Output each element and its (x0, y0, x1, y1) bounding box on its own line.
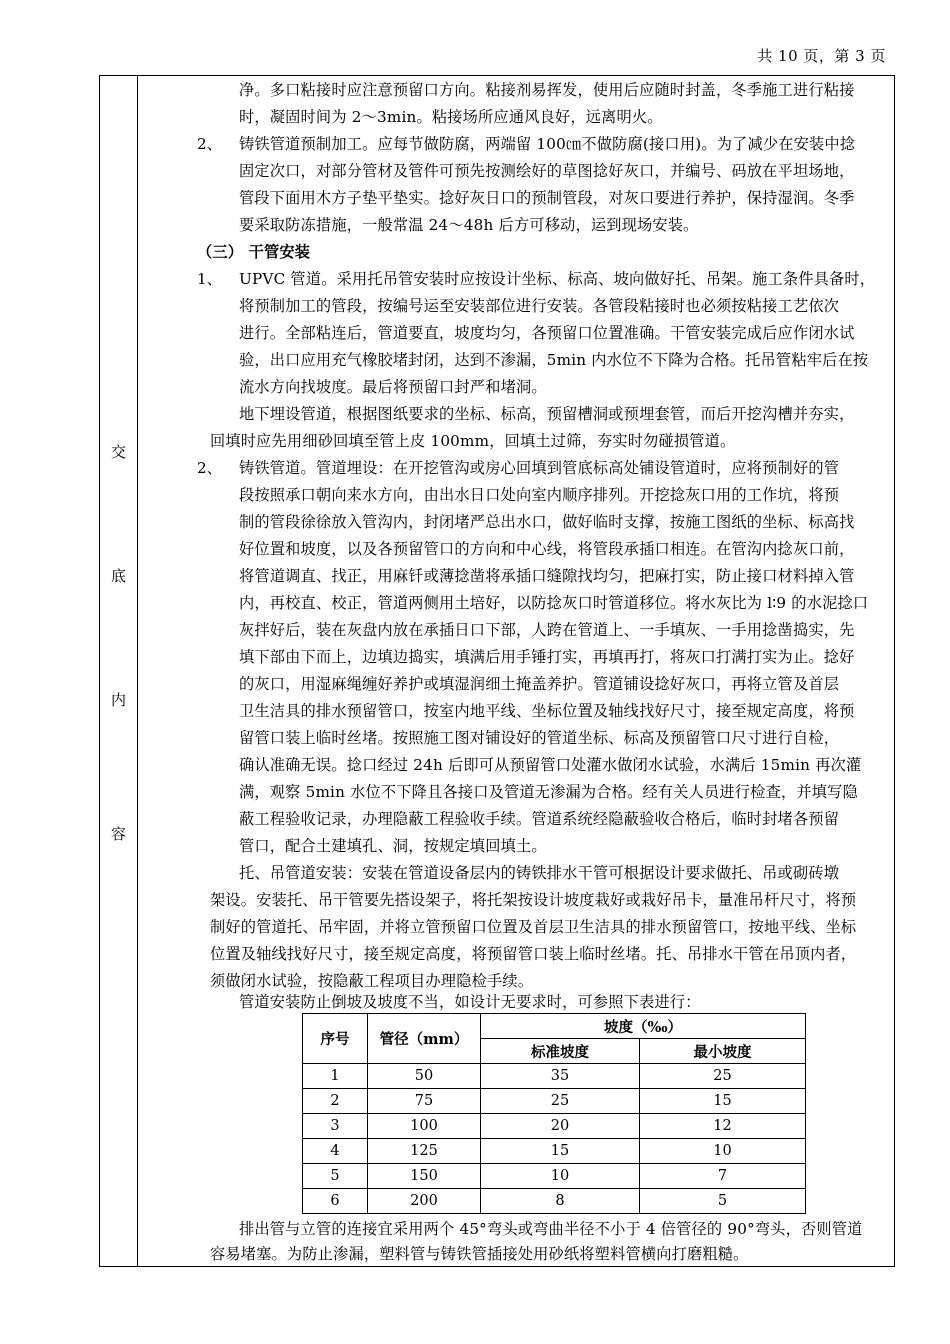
text-line: 将管道调直、找正，用麻钎或薄捻凿将承插口缝隙找均匀，把麻打实，防止接口材料掉入管 (239, 567, 855, 585)
cell: 25 (640, 1064, 806, 1089)
document-frame (99, 75, 895, 1267)
text-line: 满，观察 5min 水位不下降且各接口及管道无渗漏为合格。经有关人员进行检查，并填写隐 (239, 783, 858, 801)
text-line: 净。多口粘接时应注意预留口方向。粘接剂易挥发，使用后应随时封盖，冬季施工进行粘接 (239, 81, 855, 99)
text-line: 进行。全部粘连后，管道要直，坡度均匀，各预留口位置准确。干管安装完成后应作闭水试 (239, 324, 855, 342)
header-standard: 标准坡度 (481, 1039, 640, 1064)
text-line: 好位置和坡度，以及各预留管口的方向和中心线，将管段承插口相连。在管沟内捻灰口前， (239, 540, 855, 558)
text-line: 托、吊管道安装：安装在管道设备层内的铸铁排水干管可根据设计要求做托、吊或砌砖墩 (239, 864, 840, 882)
label-char: 交 (110, 443, 126, 461)
text-line: 将预制加工的管段，按编号运至安装部位进行安装。各管段粘接时也必须按粘接工艺依次 (239, 297, 840, 315)
cell: 10 (481, 1164, 640, 1189)
text-line: 管口，配合土建填孔、洞，按规定填回填土。 (239, 837, 547, 855)
text-line: 确认准确无误。捻口经过 24h 后即可从预留管口处灌水做闭水试验，水满后 15min 再次灌 (239, 756, 862, 774)
cell: 15 (481, 1139, 640, 1164)
text-line: 蔽工程验收记录，办理隐蔽工程验收手续。管道系统经隐蔽验收合格后，临时封堵各预留 (239, 810, 840, 828)
header-diameter: 管径（mm） (368, 1014, 481, 1064)
text-line: UPVC 管道。采用托吊管安装时应按设计坐标、标高、坡向做好托、吊架。施工条件具备时， (239, 270, 876, 288)
cell: 4 (303, 1139, 368, 1164)
label-char: 底 (110, 567, 126, 585)
cell: 25 (481, 1089, 640, 1114)
text-line: 留管口装上临时丝堵。按照施工图对铺设好的管道坐标、标高及预留管口尺寸进行自检， (239, 729, 840, 747)
text-line: 流水方向找坡度。最后将预留口封严和堵洞。 (239, 378, 547, 396)
cell: 35 (481, 1064, 640, 1089)
text-line: 制的管段徐徐放入管沟内，封闭堵严总出水口，做好临时支撑，按施工图纸的坐标、标高找 (239, 513, 855, 531)
page-counter: 共 10 页，第 3 页 (757, 47, 886, 65)
text-line: 灰拌好后，装在灰盘内放在承插日口下部，人跨在管道上、一手填灰、一手用捻凿捣实，先 (239, 621, 855, 639)
section-heading: （三） 干管安装 (197, 243, 311, 261)
text-line: 架设。安装托、吊干管要先搭设架子，将托架按设计坡度栽好或栽好吊卡，量准吊杆尺寸，将预 (210, 891, 857, 909)
cell: 6 (303, 1189, 368, 1214)
text-line: 验，出口应用充气橡胶堵封闭，达到不渗漏，5min 内水位不下降为合格。托吊管粘牢后在按 (239, 351, 869, 369)
text-line: 填下部由下而上，边填边捣实，填满后用手锤打实，再填再打，将灰口打满打实为止。捻好 (239, 648, 855, 666)
text-line: 卫生洁具的排水预留管口，按室内地平线、坐标位置及轴线找好尺寸，接至规定高度，将预 (239, 702, 855, 720)
table-row (303, 1089, 806, 1114)
text-line: 段按照承口朝向来水方向，由出水日口处向室内顺序排列。开挖捻灰口用的工作坑，将预 (239, 486, 840, 504)
cell: 3 (303, 1114, 368, 1139)
slope-table (302, 1013, 806, 1214)
cell: 7 (640, 1164, 806, 1189)
text-line: 排出管与立管的连接宜采用两个 45°弯头或弯曲半径不小于 4 倍管径的 90°弯头，否则管道 (239, 1220, 863, 1238)
label-char: 内 (110, 691, 126, 709)
cell: 12 (640, 1114, 806, 1139)
table-row (303, 1189, 806, 1214)
text-line: 内，再校直、校正，管道两侧用土培好，以防捻灰口时管道移位。将水灰比为 l∶9 的水泥捻口 (239, 594, 869, 612)
cell: 1 (303, 1064, 368, 1089)
list-number: 2、 (197, 135, 222, 153)
list-number: 1、 (197, 270, 222, 288)
text-line: 须做闭水试验，按隐蔽工程项目办理隐检手续。 (210, 972, 534, 990)
text-line: 地下埋设管道，根据图纸要求的坐标、标高，预留槽洞或预埋套管，而后开挖沟槽并夯实， (239, 405, 855, 423)
cell: 10 (640, 1139, 806, 1164)
cell: 75 (368, 1089, 481, 1114)
list-number: 2、 (197, 459, 222, 477)
cell: 20 (481, 1114, 640, 1139)
left-label-column (100, 76, 138, 1266)
label-char: 容 (110, 825, 126, 843)
text-line: 铸铁管道。管道埋设：在开挖管沟或房心回填到管底标高处铺设管道时，应将预制好的管 (239, 459, 840, 477)
cell: 150 (368, 1164, 481, 1189)
cell: 100 (368, 1114, 481, 1139)
table-row (303, 1139, 806, 1164)
table-row (303, 1064, 806, 1089)
cell: 125 (368, 1139, 481, 1164)
cell: 15 (640, 1089, 806, 1114)
cell: 5 (303, 1164, 368, 1189)
text-line: 回填时应先用细砂回填至管上皮 100mm，回填土过筛，夯实时勿碰损管道。 (210, 432, 736, 450)
cell: 50 (368, 1064, 481, 1089)
text-line: 管段下面用木方子垫平垫实。捻好灰日口的预制管段，对灰口要进行养护，保持湿润。冬季 (239, 189, 855, 207)
header-minimum: 最小坡度 (640, 1039, 806, 1064)
text-line: 时，凝固时间为 2～3min。粘接场所应通风良好，远离明火。 (239, 108, 663, 126)
text-line: 固定次口，对部分管材及管件可预先按测绘好的草图捻好灰口，并编号、码放在平坦场地， (239, 162, 855, 180)
text-line: 位置及轴线找好尺寸，接至规定高度，将预留管口装上临时丝堵。托、吊排水干管在吊顶内者， (210, 945, 857, 963)
text-line: 容易堵塞。为防止渗漏，塑料管与铸铁管插接处用砂纸将塑料管横向打磨粗糙。 (210, 1245, 749, 1263)
cell: 8 (481, 1189, 640, 1214)
text-line: 铸铁管道预制加工。应每节做防腐，两端留 100㎝不做防腐(接口用)。为了减少在安装中捻 (239, 135, 856, 153)
header-slope: 坡度（‰） (481, 1014, 806, 1039)
table-row (303, 1114, 806, 1139)
cell: 2 (303, 1089, 368, 1114)
cell: 200 (368, 1189, 481, 1214)
content-area (138, 76, 894, 1266)
text-line: 制好的管道托、吊牢固，并将立管预留口位置及首层卫生洁具的排水预留管口，按地平线、坐标 (210, 918, 857, 936)
header-no: 序号 (303, 1014, 368, 1064)
table-row (303, 1164, 806, 1189)
text-line: 要采取防冻措施，一般常温 24～48h 后方可移动，运到现场安装。 (239, 216, 699, 234)
text-line: 管道安装防止倒坡及坡度不当，如设计无要求时，可参照下表进行： (239, 993, 701, 1011)
cell: 5 (640, 1189, 806, 1214)
text-line: 的灰口，用湿麻绳缠好养护或填湿润细土掩盖养护。管道铺设捻好灰口，再将立管及首层 (239, 675, 840, 693)
